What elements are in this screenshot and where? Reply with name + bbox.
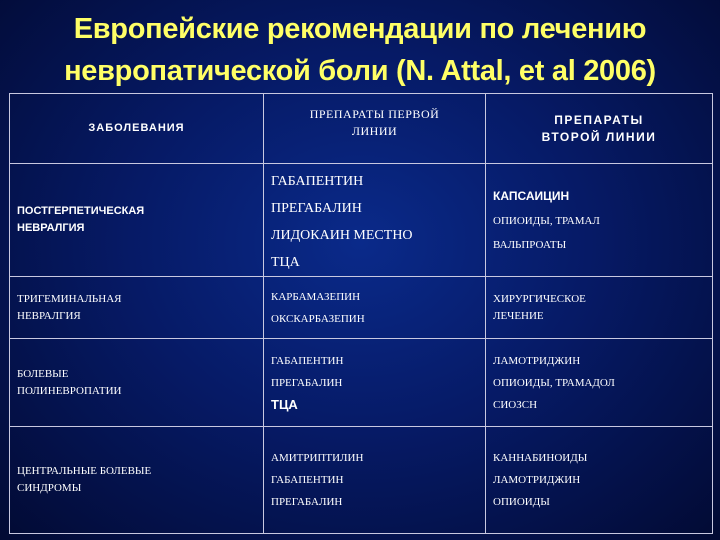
table-row bbox=[10, 339, 713, 427]
drug-item: ПРЕГАБАЛИН bbox=[271, 496, 343, 508]
header-second-line-text-1: ПРЕПАРАТЫ bbox=[554, 112, 644, 127]
second-line-cell bbox=[486, 164, 713, 277]
disease-line: НЕВРАЛГИЯ bbox=[17, 222, 85, 234]
disease-line: НЕВРАЛГИЯ bbox=[17, 309, 81, 322]
drug-item: АМИТРИПТИЛИН bbox=[271, 452, 364, 464]
header-diseases: ЗАБОЛЕВАНИЯ bbox=[10, 94, 264, 164]
table-row bbox=[10, 427, 713, 534]
table-row bbox=[10, 277, 713, 339]
drug-item: ПРЕГАБАЛИН bbox=[271, 376, 343, 389]
disease-line: ТРИГЕМИНАЛЬНАЯ bbox=[17, 292, 122, 305]
header-second-line-text-2: ВТОРОЙ ЛИНИИ bbox=[541, 129, 657, 144]
title-line-2: невропатической боли (N. Attal, et al 2006) bbox=[64, 55, 656, 87]
disease-line: ЦЕНТРАЛЬНЫЕ БОЛЕВЫЕ bbox=[17, 465, 152, 477]
drug-item: КАННАБИНОИДЫ bbox=[493, 452, 588, 464]
disease-line: ПОСТГЕРПЕТИЧЕСКАЯ bbox=[17, 205, 145, 217]
title-line-1: Европейские рекомендации по лечению bbox=[73, 13, 647, 45]
drug-item: ЛАМОТРИДЖИН bbox=[493, 354, 581, 367]
table-header-row bbox=[10, 94, 713, 164]
drug-item: ХИРУРГИЧЕСКОЕ bbox=[493, 292, 586, 305]
drug-item: КАРБАМАЗЕПИН bbox=[271, 290, 361, 303]
drug-item: ОКСКАРБАЗЕПИН bbox=[271, 312, 365, 325]
header-first-line-text-2: ЛИНИИ bbox=[351, 124, 398, 138]
disease-cell bbox=[10, 164, 264, 277]
disease-cell bbox=[10, 427, 264, 534]
drug-item: ОПИОИДЫ, ТРАМАЛ bbox=[493, 215, 600, 227]
drug-item: КАПСАИЦИН bbox=[493, 189, 570, 203]
disease-line: СИНДРОМЫ bbox=[17, 482, 82, 494]
drug-item: ГАБАПЕНТИН bbox=[271, 174, 364, 189]
drug-item: ТЦА bbox=[271, 396, 298, 412]
drug-item: ГАБАПЕНТИН bbox=[271, 354, 344, 367]
recommendations-table bbox=[9, 93, 713, 534]
drug-item: ОПИОИДЫ, ТРАМАДОЛ bbox=[493, 376, 615, 389]
disease-cell bbox=[10, 339, 264, 427]
first-line-cell bbox=[264, 277, 486, 339]
second-line-cell bbox=[486, 339, 713, 427]
first-line-cell bbox=[264, 427, 486, 534]
slide-title bbox=[0, 8, 720, 92]
header-second-line bbox=[486, 94, 713, 164]
drug-item: СИОЗСН bbox=[493, 398, 538, 411]
disease-line: ПОЛИНЕВРОПАТИИ bbox=[17, 384, 122, 397]
drug-item: ОПИОИДЫ bbox=[493, 496, 550, 508]
drug-item: ЛЕЧЕНИЕ bbox=[493, 309, 544, 322]
drug-item: ЛАМОТРИДЖИН bbox=[493, 474, 581, 486]
disease-cell bbox=[10, 277, 264, 339]
drug-item: ГАБАПЕНТИН bbox=[271, 474, 344, 486]
header-first-line bbox=[264, 94, 486, 164]
second-line-cell bbox=[486, 427, 713, 534]
drug-item: ПРЕГАБАЛИН bbox=[271, 201, 362, 216]
drug-item: ТЦА bbox=[271, 255, 300, 270]
header-first-line-text-1: ПРЕПАРАТЫ ПЕРВОЙ bbox=[309, 107, 440, 121]
drug-item: ВАЛЬПРОАТЫ bbox=[493, 239, 567, 251]
first-line-cell bbox=[264, 164, 486, 277]
drug-item: ЛИДОКАИН МЕСТНО bbox=[271, 228, 413, 243]
disease-line: БОЛЕВЫЕ bbox=[17, 367, 69, 380]
second-line-cell bbox=[486, 277, 713, 339]
table-row bbox=[10, 164, 713, 277]
first-line-cell bbox=[264, 339, 486, 427]
